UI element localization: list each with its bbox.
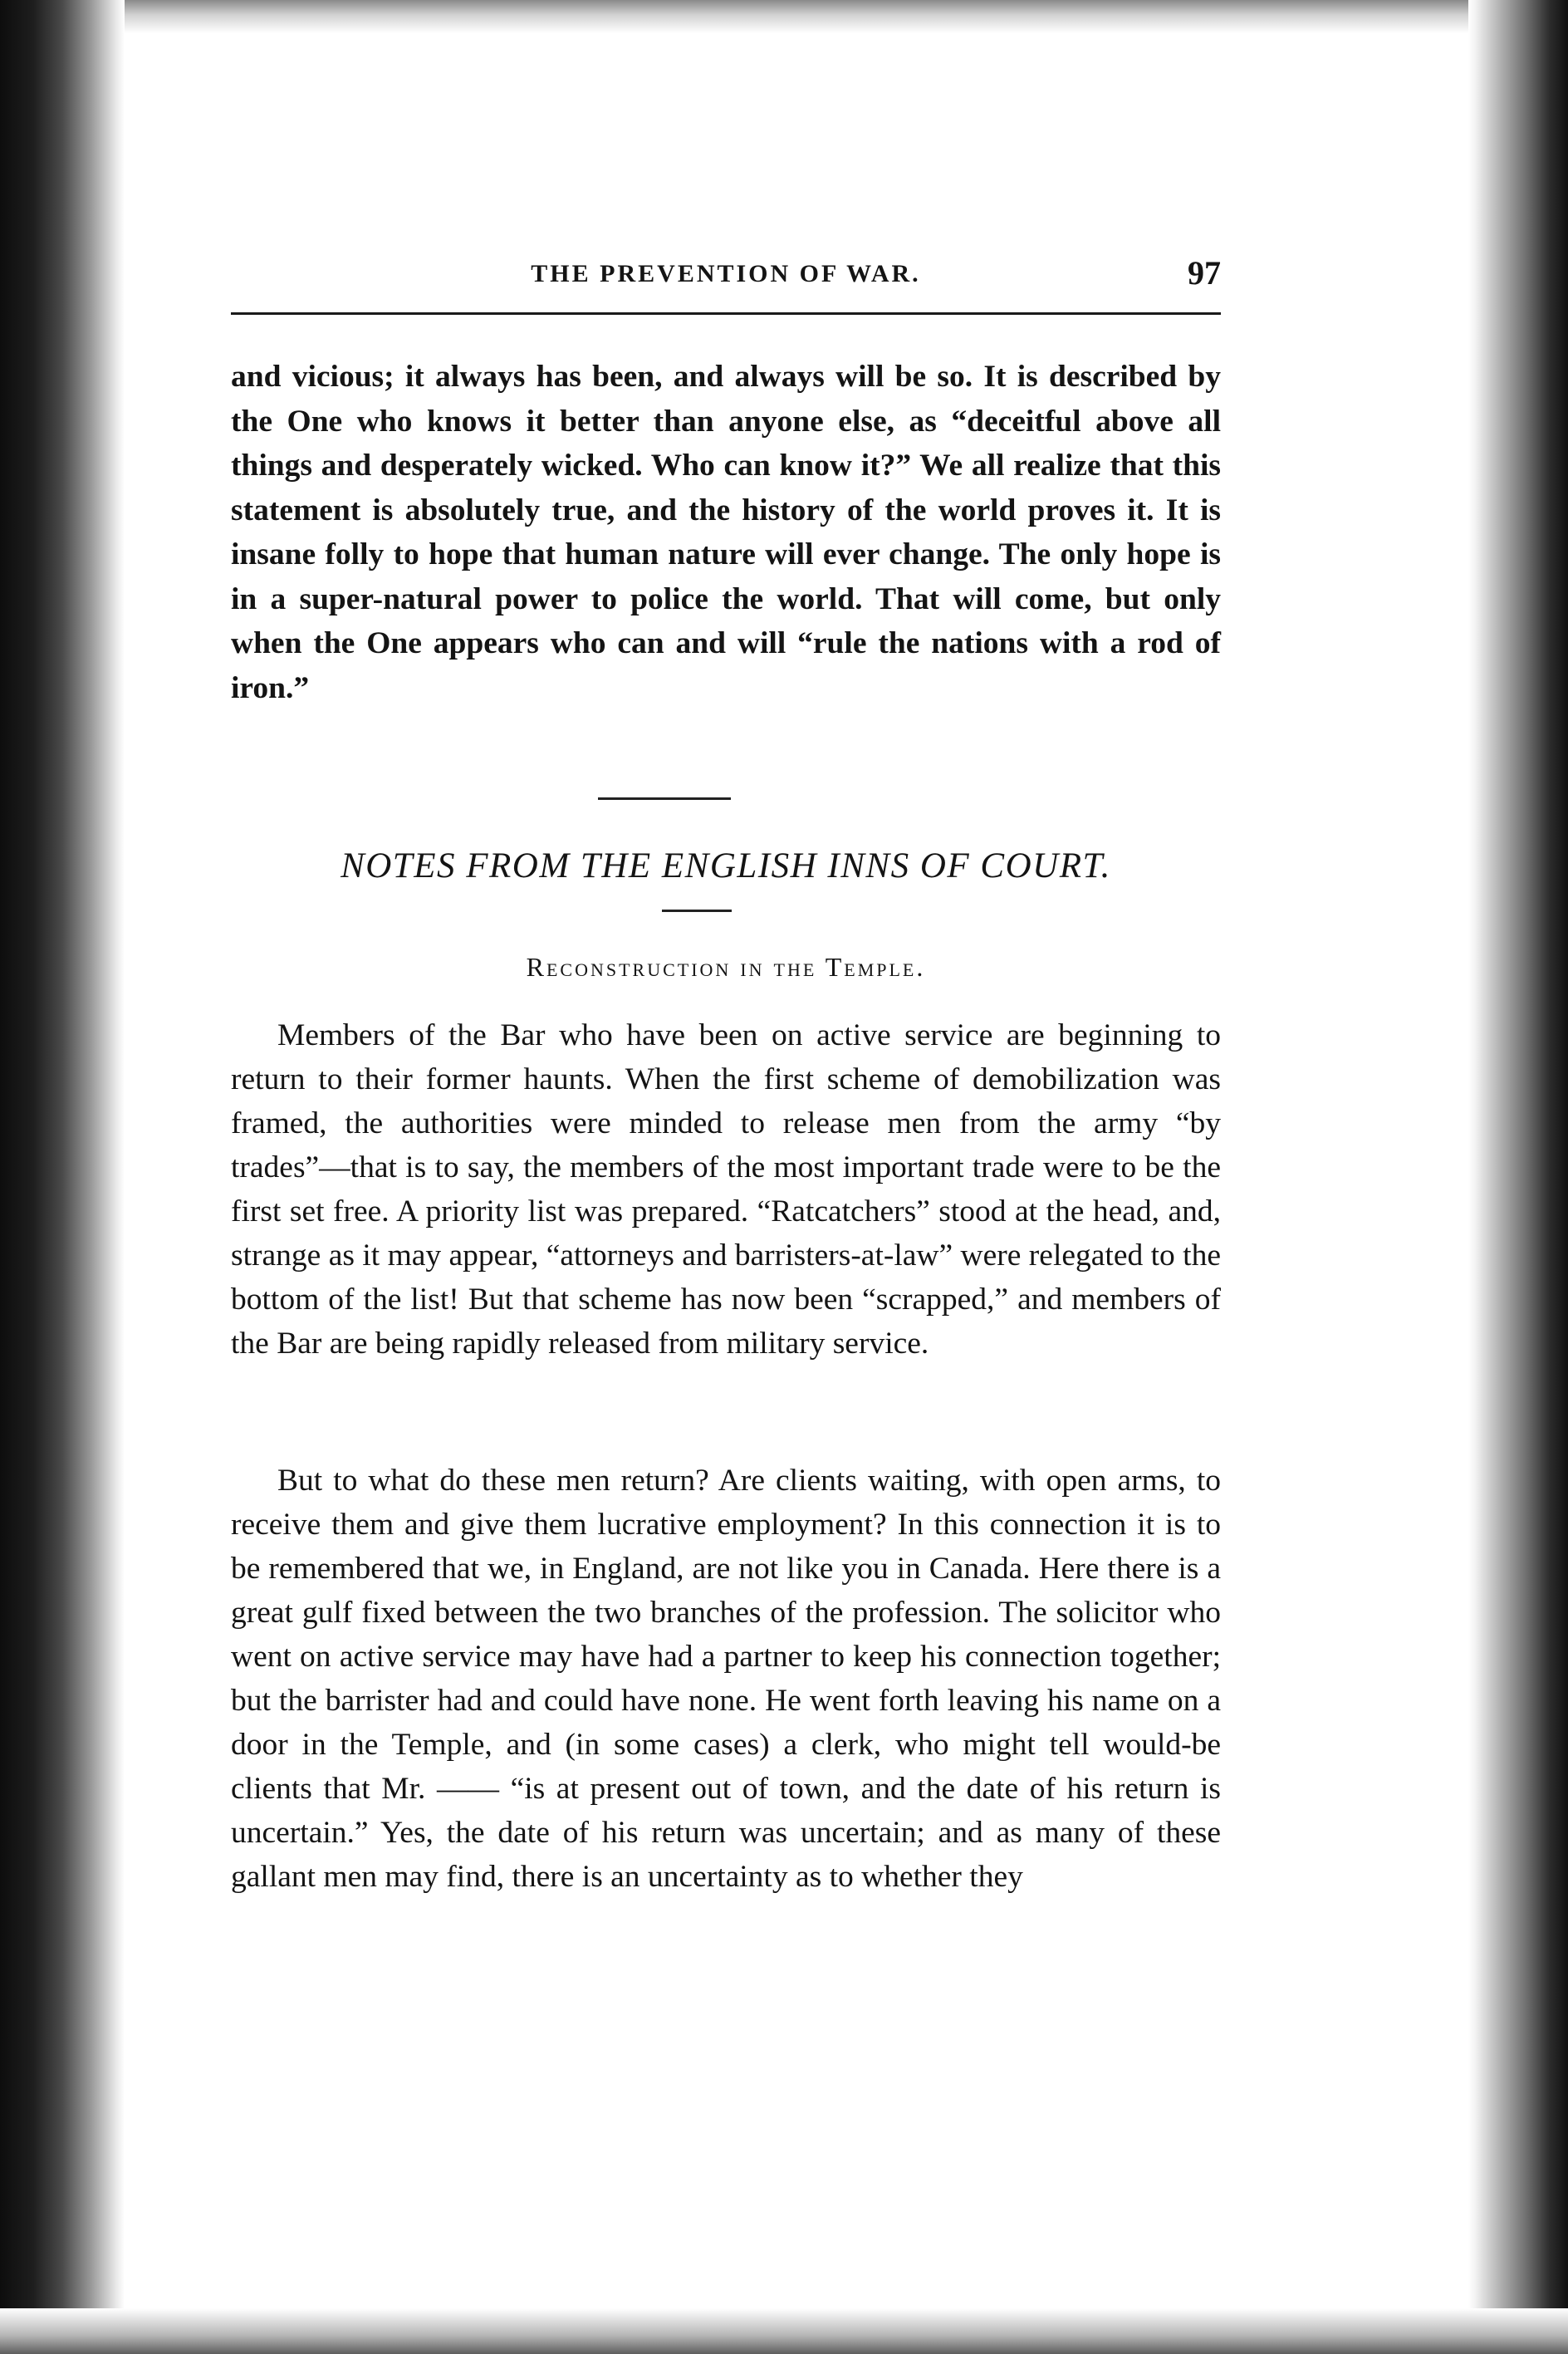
header-rule: [231, 312, 1221, 315]
paragraph-text: Members of the Bar who have been on active service are beginning to return to their former haunts. When the first scheme of demobilization was framed, the authorities were minded to release men from the army “by trades”—that is to say, the members of the most important trade were to be the first set free. A priority list was prepared. “Ratcatchers” stood at the head, and, strange as it may appear, “attorneys and barristers-at-law” were relegated to the bottom of the list! But that scheme has now been “scrapped,” and members of the Bar are being rapidly released from military service.: [231, 1018, 1221, 1361]
page-number: 97: [1188, 254, 1221, 292]
scan-edge-top: [0, 0, 1568, 33]
title-rule: [662, 910, 732, 912]
section-title: NOTES FROM THE ENGLISH INNS OF COURT.: [341, 846, 1111, 885]
scan-edge-bottom: [0, 2308, 1568, 2354]
scan-edge-right: [1468, 0, 1568, 2354]
running-title: THE PREVENTION OF WAR.: [531, 260, 921, 287]
section-subheading: Reconstruction in the Temple.: [526, 952, 926, 982]
body-paragraph: [231, 1013, 1221, 1366]
scan-edge-left: [0, 0, 125, 2354]
body-paragraph: [231, 1459, 1221, 1899]
paragraph-text: and vicious; it always has been, and always will be so. It is described by the One who knows it better than anyone else, as “deceitful above all things and desperately wicked. Who can know it?” We all realize that this statement is absolutely true, and the history of the world proves it. It is insane folly to hope that human nature will ever change. The only hope is in a super-natural power to police the world. That will come, but only when the One appears who can and will “rule the nations with a rod of iron.”: [231, 360, 1221, 705]
paragraph-text: But to what do these men return? Are clients waiting, with open arms, to receive them and give them lucrative employment? In this connection it is to be remembered that we, in England, are not like you in Canada. Here there is a great gulf fixed between the two branches of the profession. The solicitor who went on active service may have had a partner to keep his connection together; but the barrister had and could have none. He went forth leaving his name on a door in the Temple, and (in some cases) a clerk, who might tell would-be clients that Mr. —— “is at present out of town, and the date of his return is uncertain.” Yes, the date of his return was uncertain; and as many of these gallant men may find, there is an uncertainty as to whether they: [231, 1464, 1221, 1894]
continued-paragraph: [231, 355, 1221, 710]
running-head: [231, 253, 1221, 303]
section-separator: [598, 797, 731, 800]
